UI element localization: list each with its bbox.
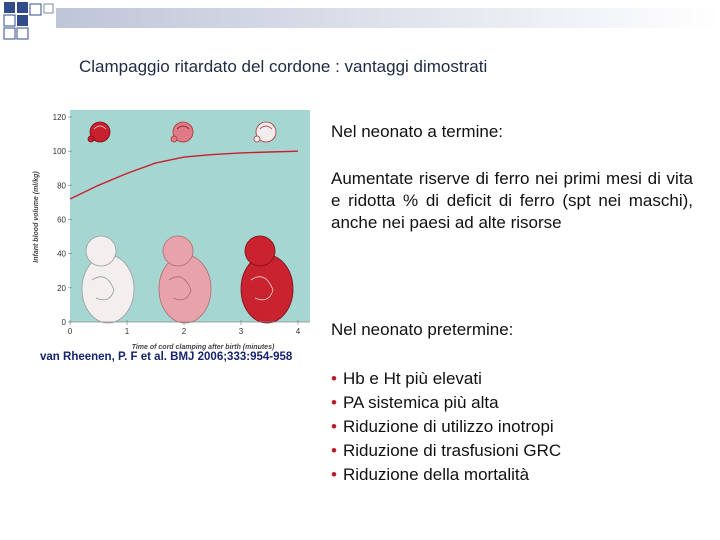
x-tick-label: 4 <box>295 327 301 336</box>
list-item-label: Riduzione della mortalità <box>342 465 530 484</box>
y-tick-label: 20 <box>57 283 66 293</box>
list-item-label: PA sistemica più alta <box>342 393 499 412</box>
x-tick-label: 0 <box>67 327 73 336</box>
y-tick-label: 40 <box>57 249 66 259</box>
y-axis-ticks <box>53 113 67 327</box>
list-item-label: Riduzione di trasfusioni GRC <box>342 441 562 460</box>
x-axis-label: Time of cord clamping after birth (minutes) <box>131 344 275 351</box>
x-axis-ticks <box>68 327 301 336</box>
blood-volume-chart <box>28 105 313 355</box>
deco-square <box>17 2 28 13</box>
deco-square <box>17 15 28 26</box>
figure-citation: van Rheenen, P. F et al. BMJ 2006;333:954-958 <box>40 351 293 363</box>
bullet-icon: • <box>331 393 337 412</box>
list-item <box>331 439 561 463</box>
deco-square <box>17 28 28 39</box>
list-item <box>331 391 561 415</box>
deco-square <box>4 2 15 13</box>
preterm-benefits-list <box>331 367 561 487</box>
term-newborn-text: Aumentate riserve di ferro nei primi mesi di vita e ridotta % di deficit di ferro (spt nei maschi), anche nei paesi ad alte risorse <box>331 169 693 232</box>
x-tick-label: 3 <box>238 327 244 336</box>
y-tick-label: 100 <box>52 147 66 157</box>
list-item-label: Hb e Ht più elevati <box>342 369 482 388</box>
slide-title: Clampaggio ritardato del cordone : vantaggi dimostrati <box>79 57 488 76</box>
bullet-icon: • <box>331 441 337 460</box>
bullet-icon: • <box>331 417 337 436</box>
x-tick-label: 2 <box>181 327 187 336</box>
deco-square <box>4 28 15 39</box>
top-gradient-bar <box>56 8 720 28</box>
y-tick-label: 0 <box>61 318 66 327</box>
bullet-icon: • <box>331 465 337 484</box>
deco-square <box>30 4 41 15</box>
bullet-icon: • <box>331 369 337 388</box>
x-tick-label: 1 <box>124 327 130 336</box>
deco-square <box>4 15 15 26</box>
deco-square <box>44 4 53 13</box>
y-axis-label: Infant blood volume (ml/kg) <box>33 171 40 263</box>
list-item <box>331 463 561 487</box>
list-item <box>331 367 561 391</box>
list-item <box>331 415 561 439</box>
y-tick-label: 120 <box>52 113 66 122</box>
y-tick-label: 80 <box>57 181 66 191</box>
corner-decoration <box>0 0 720 50</box>
preterm-newborn-heading: Nel neonato pretermine: <box>331 320 514 339</box>
term-newborn-heading: Nel neonato a termine: <box>331 122 503 141</box>
list-item-label: Riduzione di utilizzo inotropi <box>342 417 554 436</box>
y-tick-label: 60 <box>57 215 66 225</box>
